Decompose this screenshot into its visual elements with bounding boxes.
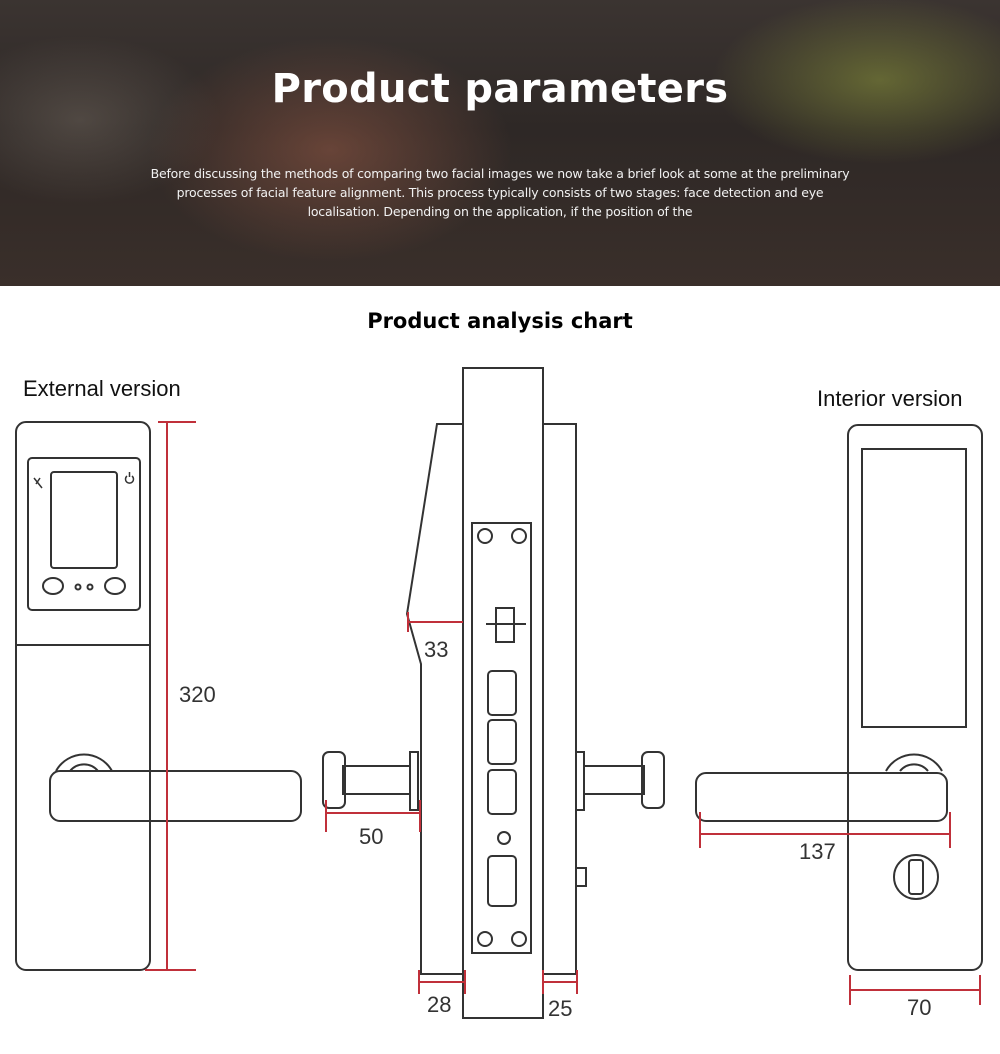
side-left-escutcheon <box>410 752 418 810</box>
interior-handle <box>696 773 947 821</box>
face-recognition-screen <box>51 472 117 568</box>
dim-label-front-width: 25 <box>548 996 573 1021</box>
side-right-handle-end <box>642 752 664 808</box>
chart-title: Product analysis chart <box>367 309 633 333</box>
external-rosette <box>56 754 112 771</box>
dim-label-back-width: 28 <box>427 992 452 1017</box>
dim-label-height: 320 <box>179 682 216 707</box>
mortise-faceplate <box>472 523 531 953</box>
interior-lock-panel <box>696 425 982 970</box>
dim-label-side-offset: 33 <box>424 637 449 662</box>
dim-label-handle-interior: 137 <box>799 839 836 864</box>
side-left-handle-end <box>323 752 345 808</box>
interior-rosette <box>886 754 942 771</box>
dim-line-side-offset <box>408 612 463 632</box>
external-button-right <box>105 578 125 594</box>
side-view-lock <box>323 368 664 1018</box>
thumb-turn-knob <box>894 855 938 899</box>
dim-label-handle-side: 50 <box>359 824 384 849</box>
card-icon <box>34 478 42 488</box>
side-right-escutcheon <box>576 752 584 810</box>
dim-label-panel-width: 70 <box>907 995 932 1020</box>
banner-title: Product parameters <box>271 66 729 112</box>
external-version-label: External version <box>23 376 181 401</box>
banner-description: Before discussing the methods of comparing two facial images we now take a brief look at some at the preliminary processes of facial feature alignment. This process typically consists of two stages: face detection and eye localisation. Depending on the application, if the position of the <box>150 166 850 219</box>
power-icon <box>126 472 134 483</box>
interior-version-label: Interior version <box>817 386 963 411</box>
external-button-left <box>43 578 63 594</box>
interior-battery-cover <box>862 449 966 727</box>
external-handle <box>50 771 301 821</box>
external-lock-panel <box>16 422 301 970</box>
